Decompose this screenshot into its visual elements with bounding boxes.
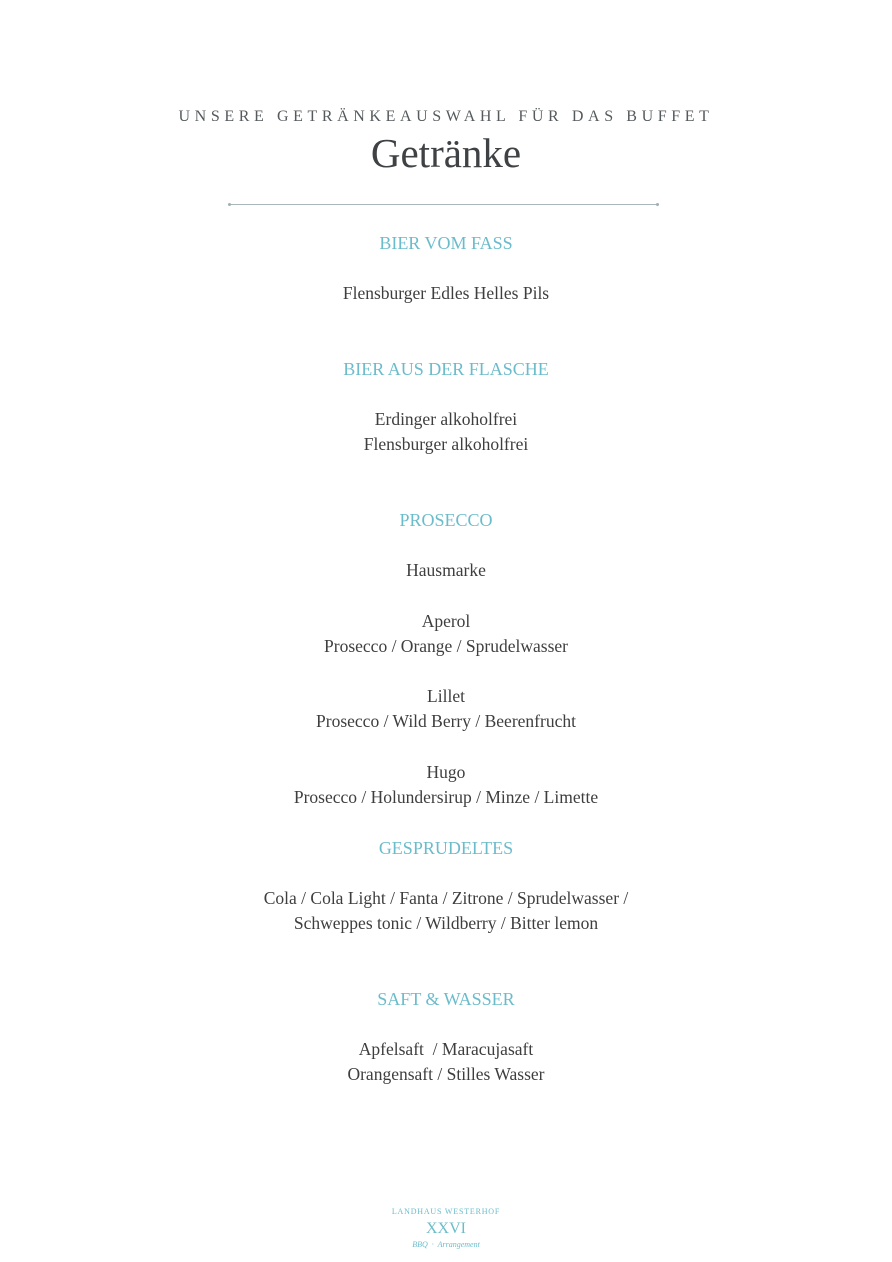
menu-item-description: Prosecco / Wild Berry / Beerenfrucht — [316, 711, 576, 731]
menu-item: Lillet — [427, 686, 465, 706]
title-divider — [230, 204, 657, 205]
menu-item: Cola / Cola Light / Fanta / Zitrone / Sprudelwasser / — [263, 888, 629, 908]
section-heading-prosecco: PROSECCO — [399, 510, 493, 530]
page-kicker: UNSERE GETRÄNKEAUSWAHL FÜR DAS BUFFET — [178, 108, 714, 125]
section-heading-gesprudeltes: GESPRUDELTES — [378, 838, 514, 858]
menu-item: Apfelsaft / Maracujasaft — [358, 1039, 534, 1059]
menu-item: Flensburger alkoholfrei — [363, 434, 529, 454]
menu-item: Erdinger alkoholfrei — [374, 409, 518, 429]
menu-item: Orangensaft / Stilles Wasser — [347, 1064, 545, 1084]
section-heading-bier-vom-fass: BIER VOM FASS — [379, 233, 513, 253]
menu-item: Hugo — [426, 762, 466, 782]
footer-venue-name: LANDHAUS WESTERHOF — [391, 1207, 501, 1216]
menu-item: Schweppes tonic / Wildberry / Bitter lemon — [293, 913, 599, 933]
footer-page-number: XXVI — [426, 1220, 466, 1237]
menu-item-description: Prosecco / Orange / Sprudelwasser — [324, 636, 568, 656]
section-heading-saft-wasser: SAFT & WASSER — [377, 989, 515, 1009]
section-heading-bier-aus-der-flasche: BIER AUS DER FLASCHE — [343, 359, 549, 379]
menu-item-description: Prosecco / Holundersirup / Minze / Limette — [293, 787, 599, 807]
page-title: Getränke — [370, 130, 522, 176]
menu-item: Flensburger Edles Helles Pils — [342, 283, 550, 303]
footer-subtitle: BBQ · Arrangement — [412, 1240, 480, 1249]
menu-item: Hausmarke — [406, 560, 486, 580]
menu-item: Aperol — [421, 611, 471, 631]
